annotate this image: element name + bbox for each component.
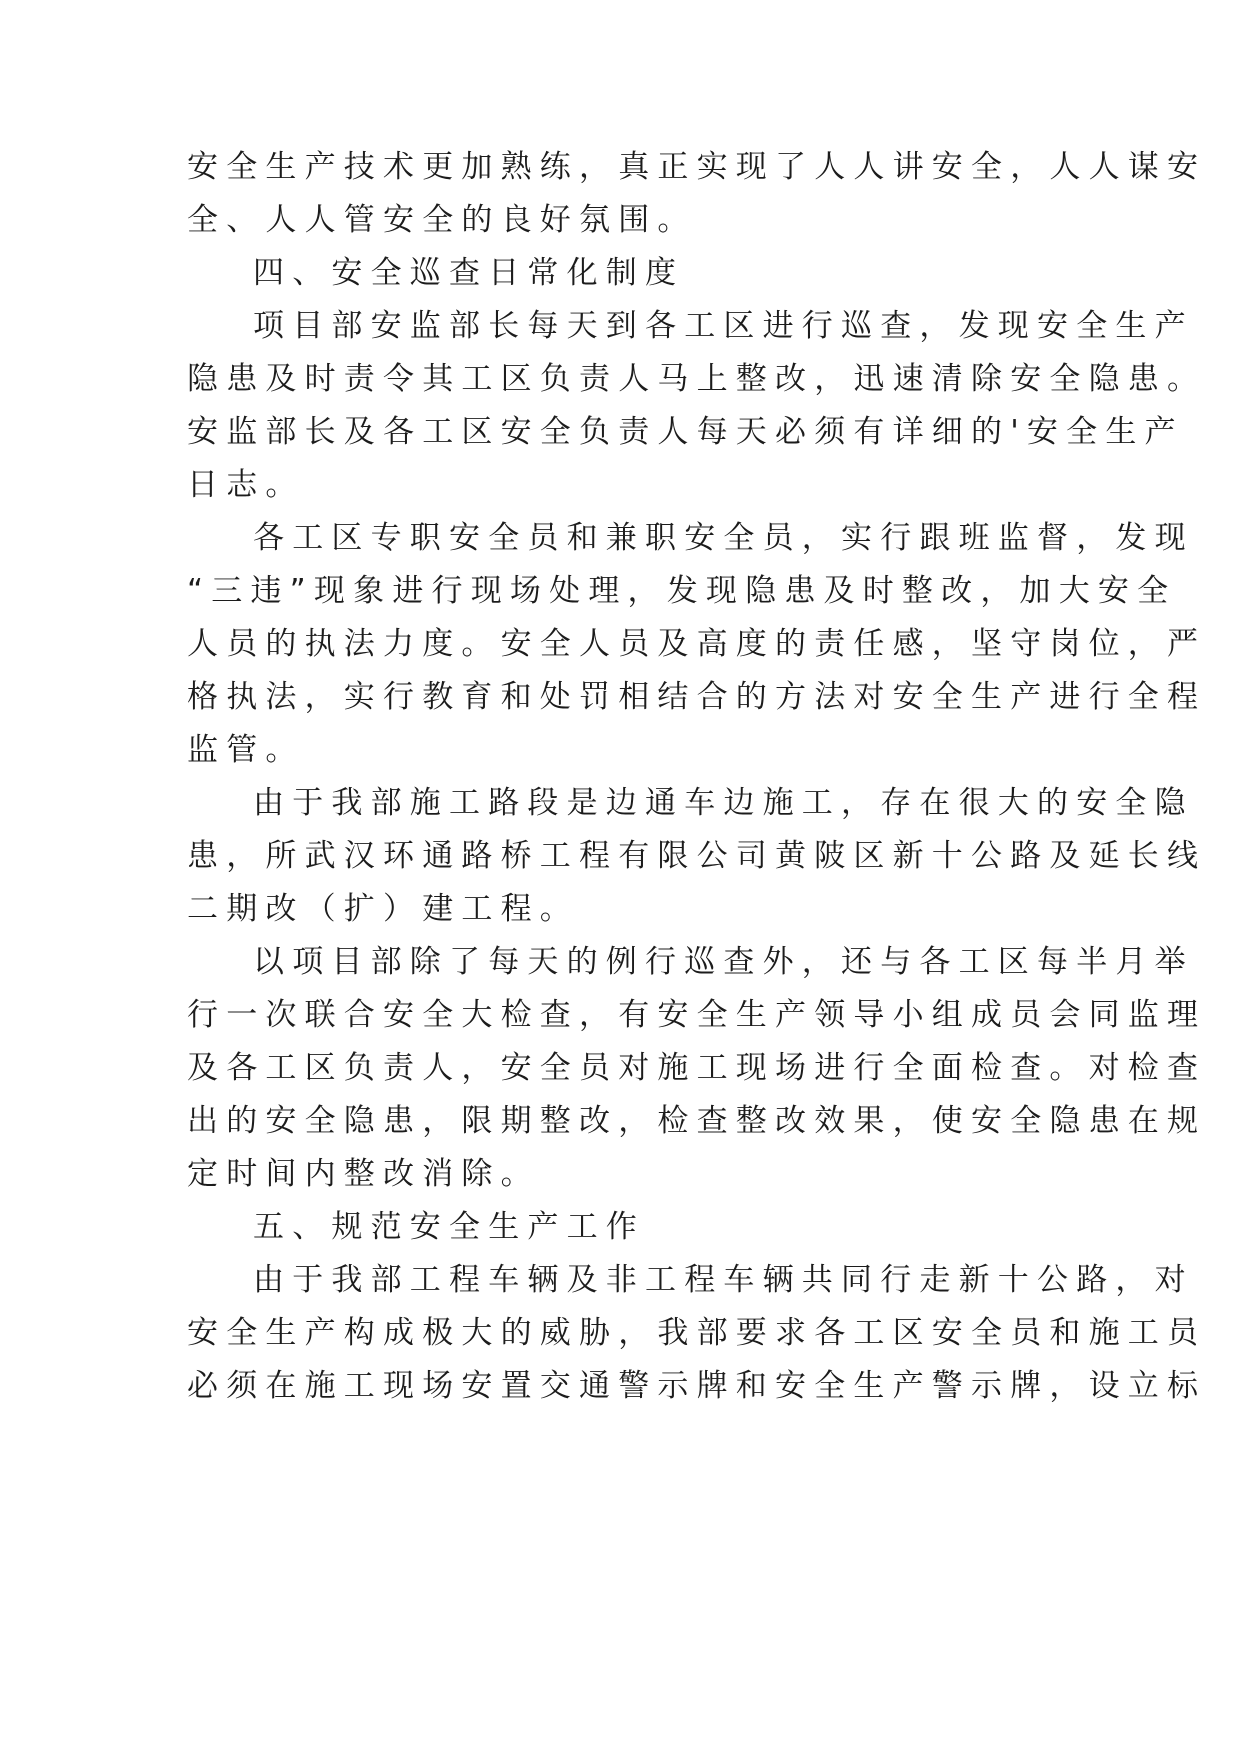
line-text: 由于我部施工路段是边通车边施工，存在很大的安全隐 <box>253 785 1194 821</box>
text-line <box>0 349 1241 409</box>
text-line <box>0 1250 1241 1310</box>
section-heading <box>0 1197 1241 1257</box>
line-text: 二期改（扩）建工程。 <box>187 891 579 927</box>
text-line <box>0 296 1241 356</box>
text-line <box>0 985 1241 1045</box>
heading-text: 五、规范安全生产工作 <box>253 1209 645 1245</box>
line-text: 出的安全隐患，限期整改，检查整改效果，使安全隐患在规 <box>187 1103 1207 1139</box>
line-text: 定时间内整改消除。 <box>187 1156 540 1192</box>
text-line <box>0 773 1241 833</box>
text-line <box>0 1144 1241 1204</box>
line-text: 由于我部工程车辆及非工程车辆共同行走新十公路，对 <box>253 1262 1194 1298</box>
line-text: 人员的执法力度。安全人员及高度的责任感，坚守岗位，严 <box>187 626 1207 662</box>
text-line <box>0 614 1241 674</box>
line-text: 格执法，实行教育和处罚相结合的方法对安全生产进行全程 <box>187 679 1207 715</box>
text-line <box>0 137 1241 197</box>
line-text: 安监部长及各工区安全负责人每天必须有详细的'安全生产 <box>187 414 1184 450</box>
text-line <box>0 1091 1241 1151</box>
text-line <box>0 402 1241 462</box>
line-text: 必须在施工现场安置交通警示牌和安全生产警示牌，设立标 <box>187 1368 1207 1404</box>
line-text: 隐患及时责令其工区负责人马上整改，迅速清除安全隐患。 <box>187 361 1207 397</box>
line-text: 及各工区负责人，安全员对施工现场进行全面检查。对检查 <box>187 1050 1207 1086</box>
text-line <box>0 1038 1241 1098</box>
line-text: 患，所武汉环通路桥工程有限公司黄陂区新十公路及延长线 <box>187 838 1207 874</box>
line-text: “三违”现象进行现场处理，发现隐患及时整改，加大安全 <box>187 573 1177 609</box>
line-text: 项目部安监部长每天到各工区进行巡查，发现安全生产 <box>253 308 1194 344</box>
line-text: 行一次联合安全大检查，有安全生产领导小组成员会同监理 <box>187 997 1207 1033</box>
text-line <box>0 1356 1241 1416</box>
text-line <box>0 667 1241 727</box>
heading-text: 四、安全巡查日常化制度 <box>253 255 685 291</box>
line-text: 日志。 <box>187 467 305 503</box>
text-line <box>0 561 1241 621</box>
line-text: 安全生产技术更加熟练，真正实现了人人讲安全，人人谋安 <box>187 149 1207 185</box>
text-line <box>0 720 1241 780</box>
text-line <box>0 508 1241 568</box>
text-line <box>0 826 1241 886</box>
section-heading <box>0 243 1241 303</box>
line-text: 安全生产构成极大的威胁，我部要求各工区安全员和施工员 <box>187 1315 1207 1351</box>
line-text: 全、人人管安全的良好氛围。 <box>187 202 697 238</box>
text-line <box>0 455 1241 515</box>
text-line <box>0 879 1241 939</box>
text-line <box>0 932 1241 992</box>
text-line <box>0 1303 1241 1363</box>
line-text: 监管。 <box>187 732 305 768</box>
line-text: 各工区专职安全员和兼职安全员，实行跟班监督，发现 <box>253 520 1194 556</box>
line-text: 以项目部除了每天的例行巡查外，还与各工区每半月举 <box>253 944 1194 980</box>
text-line <box>0 190 1241 250</box>
